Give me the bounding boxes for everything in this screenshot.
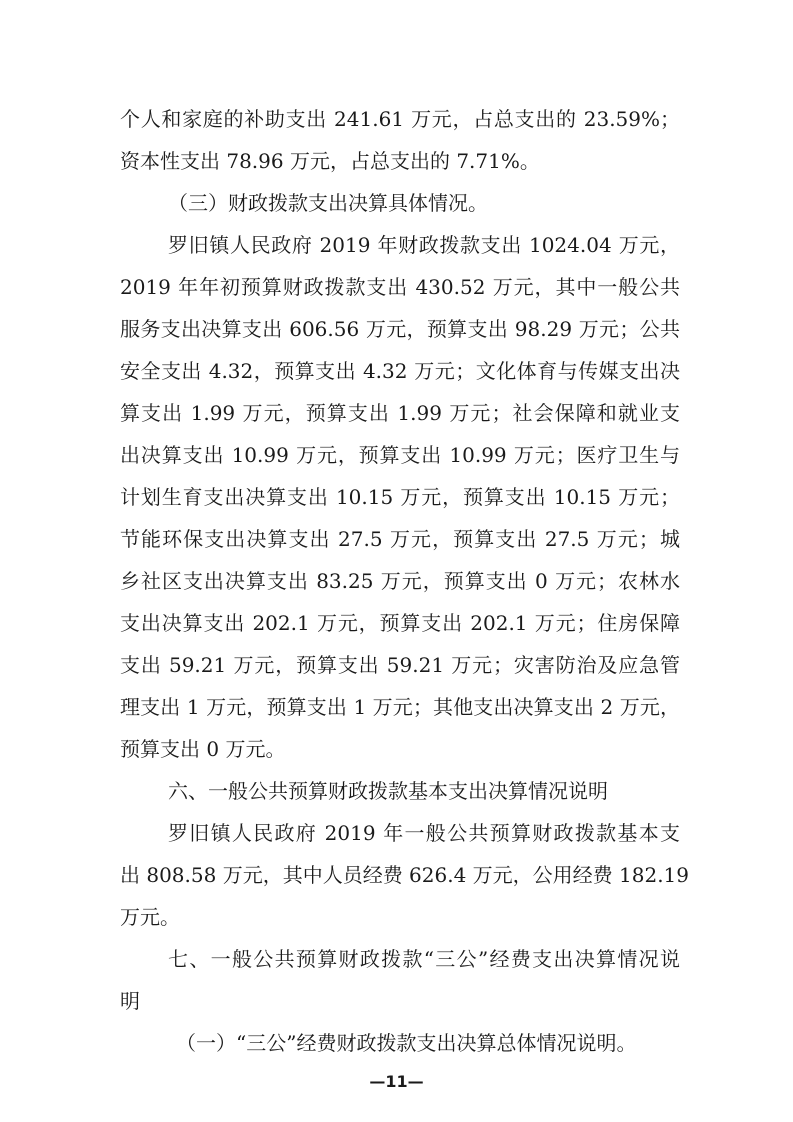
section-heading: （三）财政拨款支出决算具体情况。: [168, 191, 488, 215]
section-heading: 六、一般公共预算财政拨款基本支出决算情况说明: [168, 779, 608, 803]
paragraph-line: 乡社区支出决算支出 83.25 万元，预算支出 0 万元；农林水: [120, 569, 680, 593]
paragraph-line: 资本性支出 78.96 万元，占总支出的 7.71%。: [120, 149, 540, 173]
paragraph-line: 节能环保支出决算支出 27.5 万元，预算支出 27.5 万元；城: [120, 527, 680, 551]
paragraph-line: 支出决算支出 202.1 万元，预算支出 202.1 万元；住房保障: [120, 611, 680, 635]
subsection-heading: （一）“三公”经费财政拨款支出决算总体情况说明。: [176, 1031, 637, 1055]
paragraph-line: 出决算支出 10.99 万元，预算支出 10.99 万元；医疗卫生与: [120, 443, 680, 467]
paragraph-line: 预算支出 0 万元。: [120, 737, 286, 761]
section-heading: 七、一般公共预算财政拨款“三公”经费支出决算情况说: [168, 947, 680, 971]
paragraph-line: 罗旧镇人民政府 2019 年一般公共预算财政拨款基本支: [168, 821, 680, 845]
paragraph-line: 算支出 1.99 万元，预算支出 1.99 万元；社会保障和就业支: [120, 401, 680, 425]
paragraph-line: 安全支出 4.32，预算支出 4.32 万元；文化体育与传媒支出决: [120, 359, 680, 383]
paragraph-line: 服务支出决算支出 606.56 万元，预算支出 98.29 万元；公共: [120, 317, 680, 341]
paragraph-line: 个人和家庭的补助支出 241.61 万元，占总支出的 23.59%；: [120, 107, 680, 131]
paragraph-line: 支出 59.21 万元，预算支出 59.21 万元；灾害防治及应急管: [120, 653, 680, 677]
section-heading: 明: [120, 989, 140, 1013]
paragraph-line: 万元。: [120, 905, 180, 929]
paragraph-line: 罗旧镇人民政府 2019 年财政拨款支出 1024.04 万元，: [168, 233, 680, 257]
paragraph-line: 理支出 1 万元，预算支出 1 万元；其他支出决算支出 2 万元，: [120, 695, 680, 719]
page-number: —11—: [369, 1072, 424, 1091]
paragraph-line: 出 808.58 万元，其中人员经费 626.4 万元，公用经费 182.19: [120, 863, 690, 887]
paragraph-line: 计划生育支出决算支出 10.15 万元，预算支出 10.15 万元；: [120, 485, 680, 509]
paragraph-line: 2019 年年初预算财政拨款支出 430.52 万元，其中一般公共: [120, 275, 680, 299]
